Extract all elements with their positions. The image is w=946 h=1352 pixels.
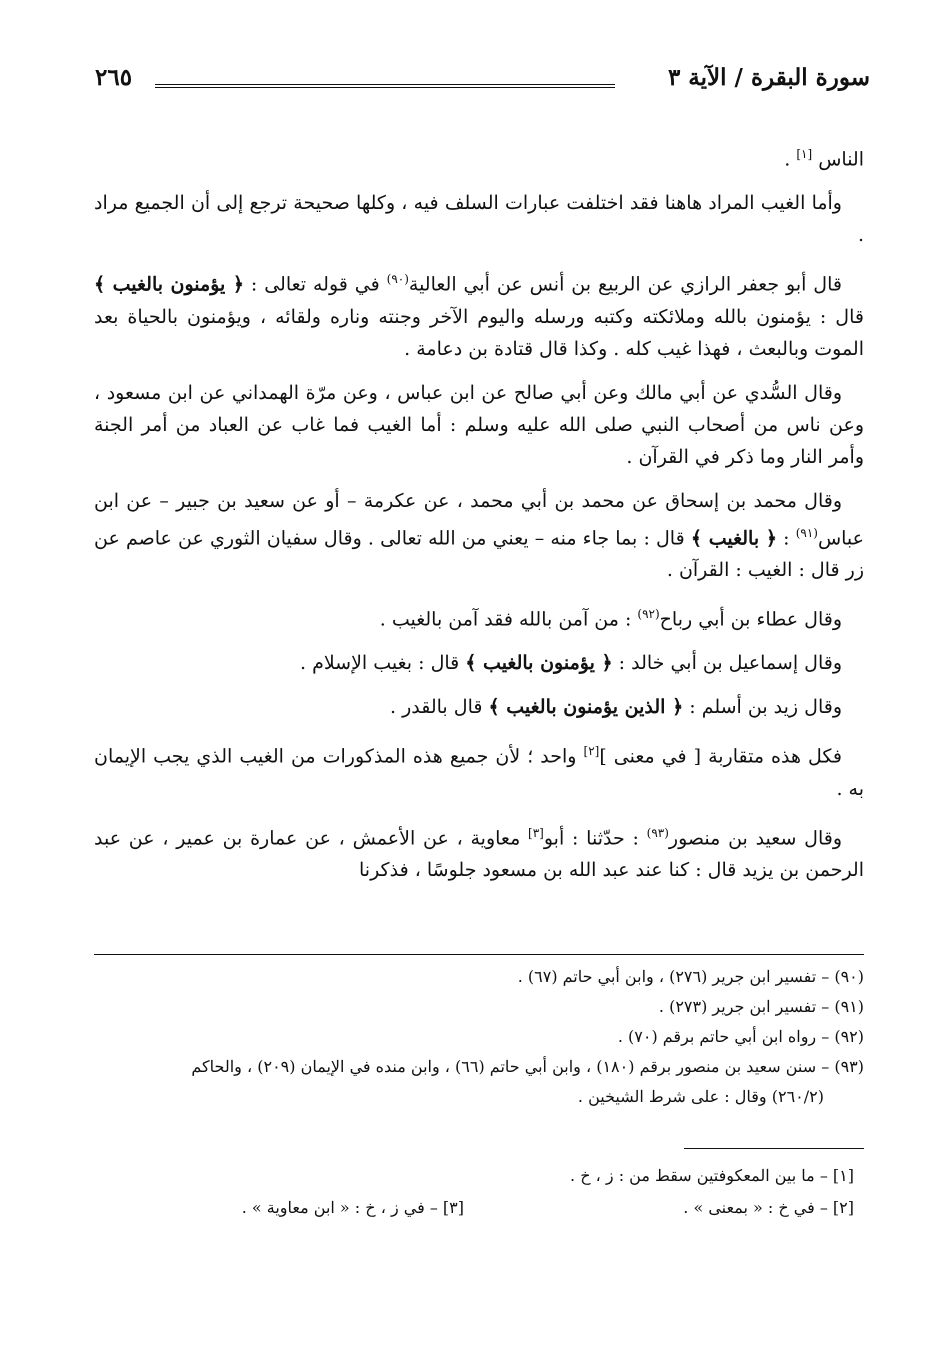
variant-note-2: [٢] – في خ : « بمعنى » .	[683, 1198, 854, 1217]
paragraph-5: وقال عطاء بن أبي رباح$^{(٩٢)}$ : من آمن بالله فقد آمن بالغيب .	[379, 606, 842, 631]
paragraph-8: فكل هذه متقاربة [ في معنى ][٢] واحد ؛ لأن جميع هذه المذكورات من الغيب الذي يجب الإيمان به .	[94, 744, 864, 800]
variant-note-3: [٣] – في ز ، خ : « ابن معاوية » .	[241, 1198, 464, 1217]
main-text	[94, 138, 864, 898]
footnote-91: (٩١) – تفسير ابن جرير (٢٧٣) .	[658, 997, 864, 1016]
footnotes	[94, 962, 864, 1112]
header-rule	[155, 84, 615, 88]
footnote-ref: (٩٢)	[637, 606, 660, 621]
paragraph-2: قال أبو جعفر الرازي عن الربيع بن أنس عن أبي العالية$^{(٩٠)}$ في قوله تعالى : ﴿ يؤمنون بالغيب ﴾ قال : يؤمنون بالله وملائكته وكتبه ورسله واليوم الآخر وجنته وناره ولقائه ، ويؤمنون بالحياة بعد الموت وبالبعث ، فهذا غيب كله . وكذا قال قتادة بن دعامة .	[94, 272, 864, 360]
variant-notes-rule	[684, 1148, 864, 1149]
paragraph-1: وأما الغيب المراد هاهنا فقد اختلفت عبارات السلف فيه ، وكلها صحيحة ترجع إلى أن الجميع مراد .	[94, 192, 864, 247]
quran-quote: ﴿ بالغيب ﴾	[690, 526, 777, 549]
quran-quote: ﴿ يؤمنون بالغيب ﴾	[94, 273, 244, 296]
footnote-rule	[94, 954, 864, 955]
paragraph-4: وقال محمد بن إسحاق عن محمد بن أبي محمد ، عن عكرمة – أو عن سعيد بن جبير – عن ابن عباس$^{(٩١)}$ : ﴿ بالغيب ﴾ قال : بما جاء منه – يعني من الله تعالى . وقال سفيان الثوري عن عاصم عن زر قال : الغيب : القرآن .	[94, 489, 865, 581]
footnote-ref: (٩٣)	[646, 825, 669, 840]
paragraph-0: الناس [١] .	[784, 147, 864, 171]
variant-note-1: [١] – ما بين المعكوفتين سقط من : ز ، خ .	[570, 1166, 854, 1185]
footnote-90: (٩٠) – تفسير ابن جرير (٢٧٦) ، وابن أبي حاتم (٦٧) .	[517, 967, 864, 986]
variant-ref: [٢]	[583, 744, 600, 759]
running-title: سورة البقرة / الآية ٣	[667, 64, 870, 91]
page-number: ٢٦٥	[95, 64, 133, 91]
footnote-ref: (٩٠)	[386, 272, 409, 287]
paragraph-6: وقال إسماعيل بن أبي خالد : ﴿ يؤمنون بالغيب ﴾ قال : بغيب الإسلام .	[300, 652, 842, 675]
variant-ref: [١]	[796, 147, 813, 161]
variant-notes	[94, 1160, 864, 1224]
footnote-92: (٩٢) – رواه ابن أبي حاتم برقم (٧٠) .	[617, 1027, 864, 1046]
footnote-ref: (٩١)	[795, 525, 818, 540]
quran-quote: ﴿ الذين يؤمنون بالغيب ﴾	[488, 696, 684, 719]
paragraph-3: وقال السُّدي عن أبي مالك وعن أبي صالح عن ابن عباس ، وعن مرّة الهمداني عن ابن مسعود ، وعن ناس من أصحاب النبي صلى الله عليه وسلم : أما الغيب فما غاب عن العباد من أمر الجنة وأمر النار وما ذكر في القرآن .	[94, 381, 864, 468]
variant-ref: [٣]	[528, 825, 544, 840]
footnote-93: (٩٣) – سنن سعيد بن منصور برقم (١٨٠) ، وابن أبي حاتم (٦٦) ، وابن منده في الإيمان (٢٠٩) ، والحاكم (٢٦٠/٢) وقال : على شرط الشيخين .	[191, 1057, 864, 1106]
paragraph-9: وقال سعيد بن منصور$^{(٩٣)}$ : حدّثنا : أبو[٣] معاوية ، عن الأعمش ، عن عمارة بن عمير ، عن عبد الرحمن بن يزيد قال : كنا عند عبد الله بن مسعود جلوسًا ، فذكرنا	[94, 825, 864, 881]
page-header	[95, 62, 870, 102]
quran-quote: ﴿ يؤمنون بالغيب ﴾	[465, 652, 613, 675]
paragraph-7: وقال زيد بن أسلم : ﴿ الذين يؤمنون بالغيب ﴾ قال بالقدر .	[390, 696, 842, 719]
